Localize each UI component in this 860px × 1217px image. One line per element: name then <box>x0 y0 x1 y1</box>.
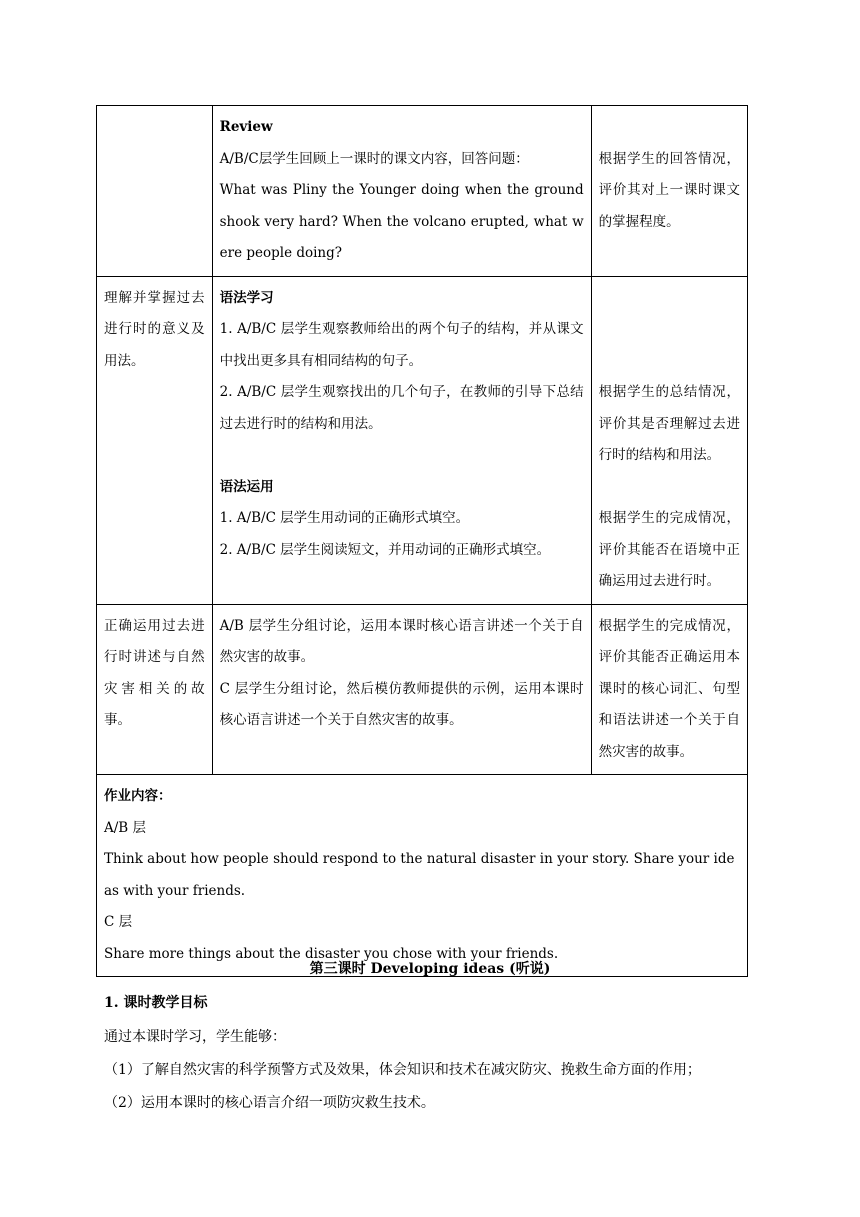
question-text: What was Pliny the Younger doing when the ground shook very hard? When the volcano erupted, what were people doing? <box>219 182 584 261</box>
activity-item: 2. A/B/C 层学生阅读短文，并用动词的正确形式填空。 <box>219 541 551 558</box>
lesson-plan-table <box>96 105 748 977</box>
homework-level-label: A/B 层 <box>104 819 147 836</box>
table-cell-assessment <box>591 276 747 604</box>
goal-heading: 1. 课时教学目标 <box>104 995 208 1011</box>
homework-cell <box>97 775 748 977</box>
assessment-text: 根据学生的回答情况，评价其对上一课时课文的掌握程度。 <box>598 150 740 230</box>
table-row <box>97 604 748 775</box>
activity-item: 2. A/B/C 层学生观察找出的几个句子，在教师的引导下总结过去进行时的结构和用法。 <box>219 384 584 432</box>
assessment-text: 根据学生的完成情况，评价其能否正确运用本课时的核心词汇、句型和语法讲述一个关于自然灾害的故事。 <box>598 617 740 760</box>
grammar-use-heading: 语法运用 <box>219 478 274 495</box>
goal-item: （2）运用本课时的核心语言介绍一项防灾救生技术。 <box>104 1095 435 1111</box>
homework-text: Share more things about the disaster you chose with your friends. <box>104 945 559 962</box>
table-cell-goal <box>97 604 213 775</box>
activity-text: A/B/C层学生回顾上一课时的课文内容，回答问题： <box>219 150 529 167</box>
activity-item: 1. A/B/C 层学生用动词的正确形式填空。 <box>219 510 470 526</box>
table-cell-assessment <box>591 604 747 775</box>
activity-item: A/B 层学生分组讨论，运用本课时核心语言讲述一个关于自然灾害的故事。 <box>219 617 584 665</box>
homework-level-label: C 层 <box>104 914 133 930</box>
table-cell-activity <box>212 106 591 277</box>
goal-item: （1）了解自然灾害的科学预警方式及效果，体会知识和技术在减灾防灾、挽救生命方面的作用； <box>104 1062 701 1078</box>
table-cell-goal <box>97 276 213 604</box>
activity-item: C 层学生分组讨论，然后模仿教师提供的示例，运用本课时核心语言讲述一个关于自然灾害的故事。 <box>219 680 584 728</box>
review-heading: Review <box>219 119 273 135</box>
table-row <box>97 106 748 277</box>
table-cell-activity <box>212 604 591 775</box>
table-cell-goal <box>97 106 213 277</box>
table-cell-assessment <box>591 106 747 277</box>
section-title: 第三课时 Developing ideas (听说) <box>309 961 551 977</box>
activity-item: 1. A/B/C 层学生观察教师给出的两个句子的结构，并从课文中找出更多具有相同结构的句子。 <box>219 321 584 369</box>
table-cell-activity <box>212 276 591 604</box>
grammar-learning-heading: 语法学习 <box>219 289 274 306</box>
homework-text: Think about how people should respond to the natural disaster in your story. Share your ideas with your friends. <box>104 851 735 899</box>
assessment-text: 根据学生的总结情况，评价其是否理解过去进行时的结构和用法。 <box>598 384 740 463</box>
goal-text: 理解并掌握过去进行时的意义及用法。 <box>104 289 205 369</box>
table-row <box>97 276 748 604</box>
goal-text: 正确运用过去进行时讲述与自然灾害相关的故事。 <box>104 617 205 728</box>
assessment-text: 根据学生的完成情况，评价其能否在语境中正确运用过去进行时。 <box>598 510 740 589</box>
homework-title: 作业内容： <box>104 788 172 804</box>
table-row <box>97 775 748 977</box>
intro-text: 通过本课时学习，学生能够： <box>104 1029 286 1045</box>
